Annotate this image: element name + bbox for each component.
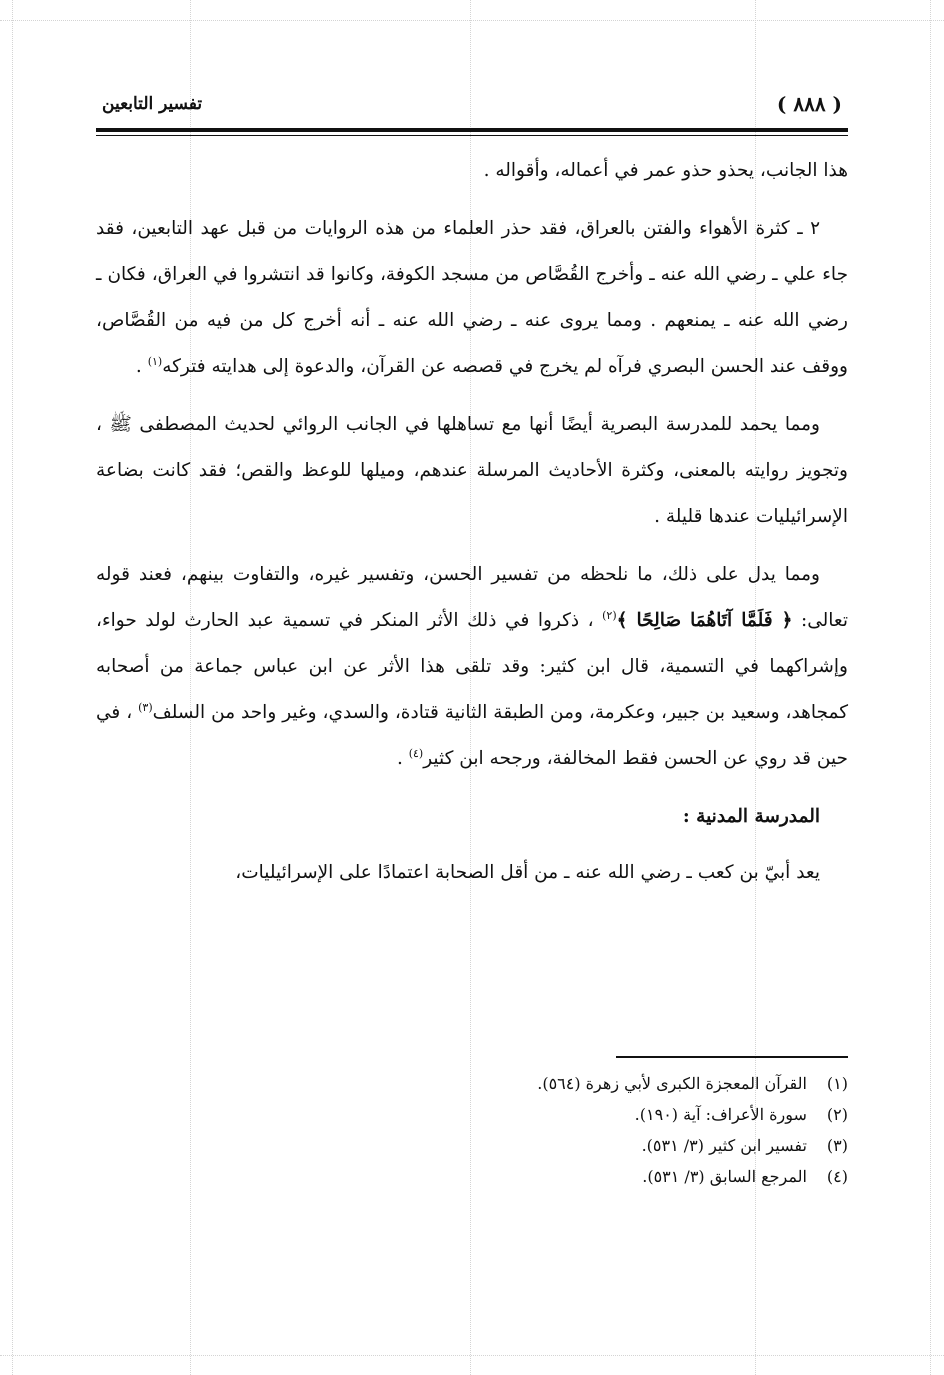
paragraph-madina-school: يعد أبيّ بن كعب ـ رضي الله عنه ـ من أقل الصحابة اعتمادًا على الإسرائيليات، [235, 862, 820, 883]
paragraph-continuation: هذا الجانب، يحذو حذو عمر في أعماله، وأقواله . [483, 160, 848, 181]
footnote-separator [616, 1056, 848, 1058]
paragraph-point-2 [96, 206, 848, 390]
footnotes [96, 1068, 848, 1192]
scan-guide-top [0, 20, 944, 21]
paragraph-text: ٢ ـ كثرة الأهواء والفتن بالعراق، فقد حذر العلماء من هذه الروايات من قبل عهد التابعين، فقد جاء علي ـ رضي الله عنه ـ وأخرج القُصَّاص من مسجد الكوفة، وكانوا قد انتشروا في العراق، فكان ـ رضي الله عنه ـ يمنعهم . ومما يروى عنه ـ رضي الله عنه ـ أنه أخرج كل من فيه من القُصَّاص، ووقف عند الحسن البصري فرآه لم يخرج في قصصه عن القرآن، والدعوة إلى هدايته فتركه [96, 218, 848, 377]
section-heading: المدرسة المدنية : [682, 806, 820, 827]
page-header [96, 90, 848, 122]
footnote-number: (٣) [826, 1136, 848, 1155]
paragraph-end: . [135, 356, 148, 377]
footnote-ref-2: (٢) [602, 608, 617, 622]
header-rule-thin [96, 135, 848, 136]
footnote-item [96, 1161, 848, 1192]
scan-guide-left [12, 0, 13, 1375]
paragraph-text: ، ذكروا في ذلك الأثر المنكر في تسمية عبد الحارث لولد حواء، وإشراكهما في التسمية، قال ابن كثير: وقد تلقى هذا الأثر عن ابن عباس جماعة من أصحابه كمجاهد، وسعيد بن جبير، وعكرمة، ومن الطبقة الثانية قتادة، والسدي، وغير واحد من السلف [96, 610, 849, 723]
footnote-text: تفسير ابن كثير (٣/ ٥٣١). [641, 1136, 807, 1155]
scan-guide-bottom [0, 1355, 944, 1356]
header-rule [96, 128, 848, 132]
footnote-number: (١) [826, 1074, 848, 1093]
footnote-item [96, 1130, 848, 1161]
paragraph-text: ، في حين قد روي عن الحسن فقط المخالفة، ورجحه ابن كثير [96, 702, 848, 769]
book-page [96, 80, 848, 1320]
footnote-item [96, 1099, 848, 1130]
footnote-number: (٢) [826, 1105, 848, 1124]
footnote-ref-3: (٣) [138, 700, 153, 714]
running-title: تفسير التابعين [102, 94, 203, 114]
footnote-ref-1: (١) [147, 354, 163, 368]
footnote-ref-4: (٤) [408, 746, 424, 760]
page-number: ( ٨٨٨ ) [776, 92, 842, 116]
footnote-text: القرآن المعجزة الكبرى لأبي زهرة (٥٦٤). [537, 1074, 807, 1093]
scan-guide-right [930, 0, 931, 1375]
paragraph-end: . [396, 748, 409, 769]
footnote-number: (٤) [826, 1167, 848, 1186]
quran-verse: ﴿ فَلَمَّا آتَاهُمَا صَالِحًا ﴾ [616, 610, 793, 631]
footnote-text: المرجع السابق (٣/ ٥٣١). [642, 1167, 807, 1186]
page-body [96, 148, 848, 908]
paragraph-evidence [96, 552, 848, 782]
paragraph-basra-school: ومما يحمد للمدرسة البصرية أيضًا أنها مع تساهلها في الجانب الروائي لحديث المصطفى ﷺ ، وتجويز روايته بالمعنى، وكثرة الأحاديث المرسلة عندهم، وميلها للوعظ والقص؛ فقد كانت بضاعة الإسرائيليات عندها قليلة . [96, 414, 848, 527]
paragraph-text: ومما يدل على ذلك، ما نلحظه من تفسير الحسن، وتفسير غيره، والتفاوت بينهم، فعند قوله تعالى: [96, 564, 848, 631]
footnote-text: سورة الأعراف: آية (١٩٠). [634, 1105, 807, 1124]
footnote-item [96, 1068, 848, 1099]
